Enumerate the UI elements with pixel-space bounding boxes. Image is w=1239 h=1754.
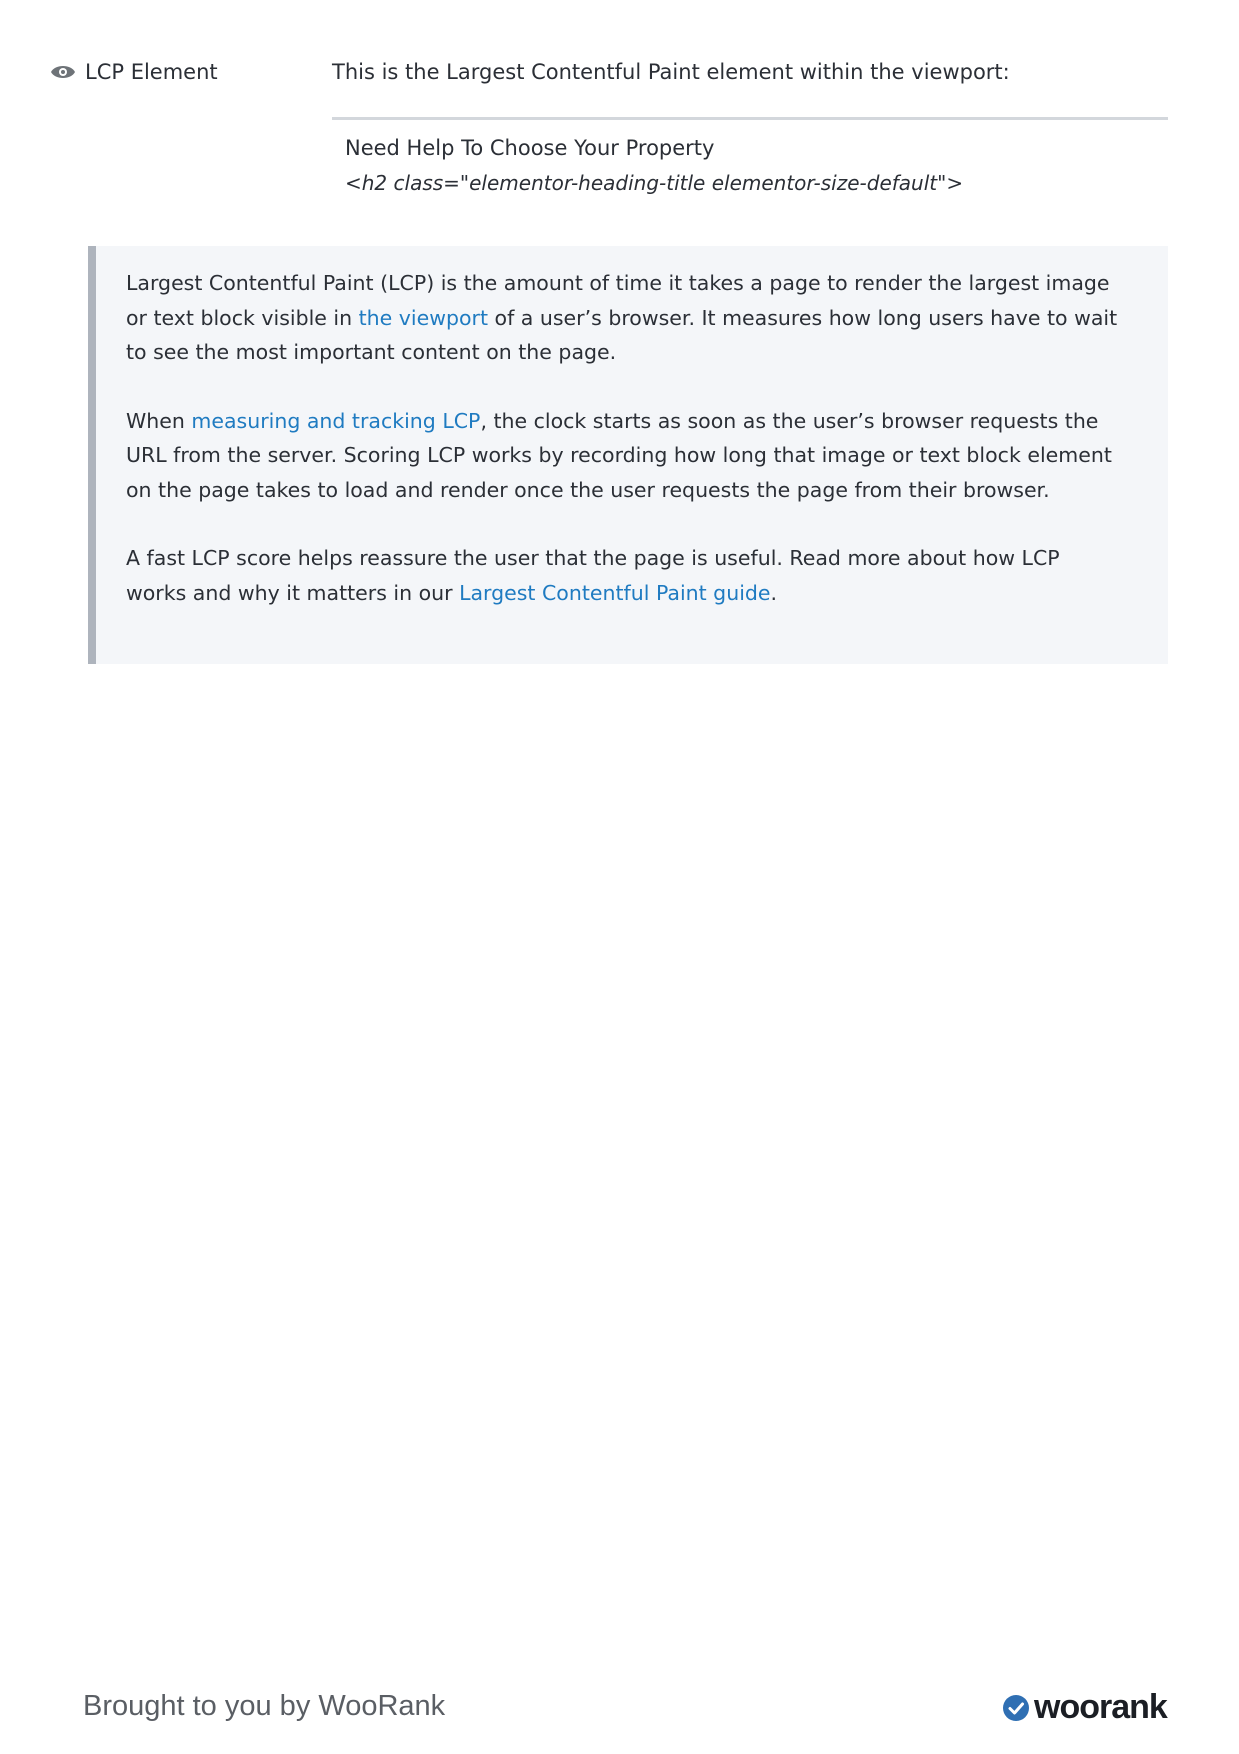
- info-paragraph-3: [126, 541, 1118, 610]
- link-lcp-guide[interactable]: Largest Contentful Paint guide: [459, 580, 771, 605]
- check-badge-icon: [1002, 1694, 1030, 1722]
- eye-icon: [50, 63, 76, 81]
- info-p3-text-after: .: [770, 580, 778, 605]
- lcp-info-box: [88, 246, 1168, 664]
- woorank-logo: [1002, 1688, 1167, 1727]
- lcp-description: This is the Largest Contentful Paint element within the viewport:: [332, 60, 1010, 84]
- info-p3-text-before: A fast LCP score helps reassure the user that the page is useful. Read more about how LCP works and why it matters in our: [126, 546, 1060, 605]
- info-paragraph-1: [126, 266, 1118, 370]
- link-measuring-tracking-lcp[interactable]: measuring and tracking LCP: [191, 408, 481, 433]
- logo-wordmark: woorank: [1034, 1688, 1167, 1726]
- lcp-element-text: Need Help To Choose Your Property: [345, 136, 715, 160]
- info-p1-text-after: of a user’s browser. It measures how long users have to wait to see the most important content on the page.: [126, 305, 1118, 364]
- info-p2-text-after: , the clock starts as soon as the user’s browser requests the URL from the server. Scoring LCP works by recording how long that image or text block element on the page takes to load and render once the user requests the page from their browser.: [126, 408, 1112, 502]
- lcp-element-label-row: [50, 60, 218, 84]
- lcp-element-code: <h2 class="elementor-heading-title elementor-size-default">: [345, 171, 964, 195]
- footer-credit: Brought to you by WooRank: [83, 1690, 446, 1722]
- link-the-viewport[interactable]: the viewport: [358, 305, 489, 330]
- info-p1-text-before: Largest Contentful Paint (LCP) is the amount of time it takes a page to render the largest image or text block visible in: [126, 271, 1110, 330]
- info-paragraph-2: [126, 404, 1118, 508]
- info-p2-text-before: When: [126, 408, 192, 433]
- lcp-element-label: LCP Element: [85, 60, 218, 84]
- divider: [332, 117, 1168, 120]
